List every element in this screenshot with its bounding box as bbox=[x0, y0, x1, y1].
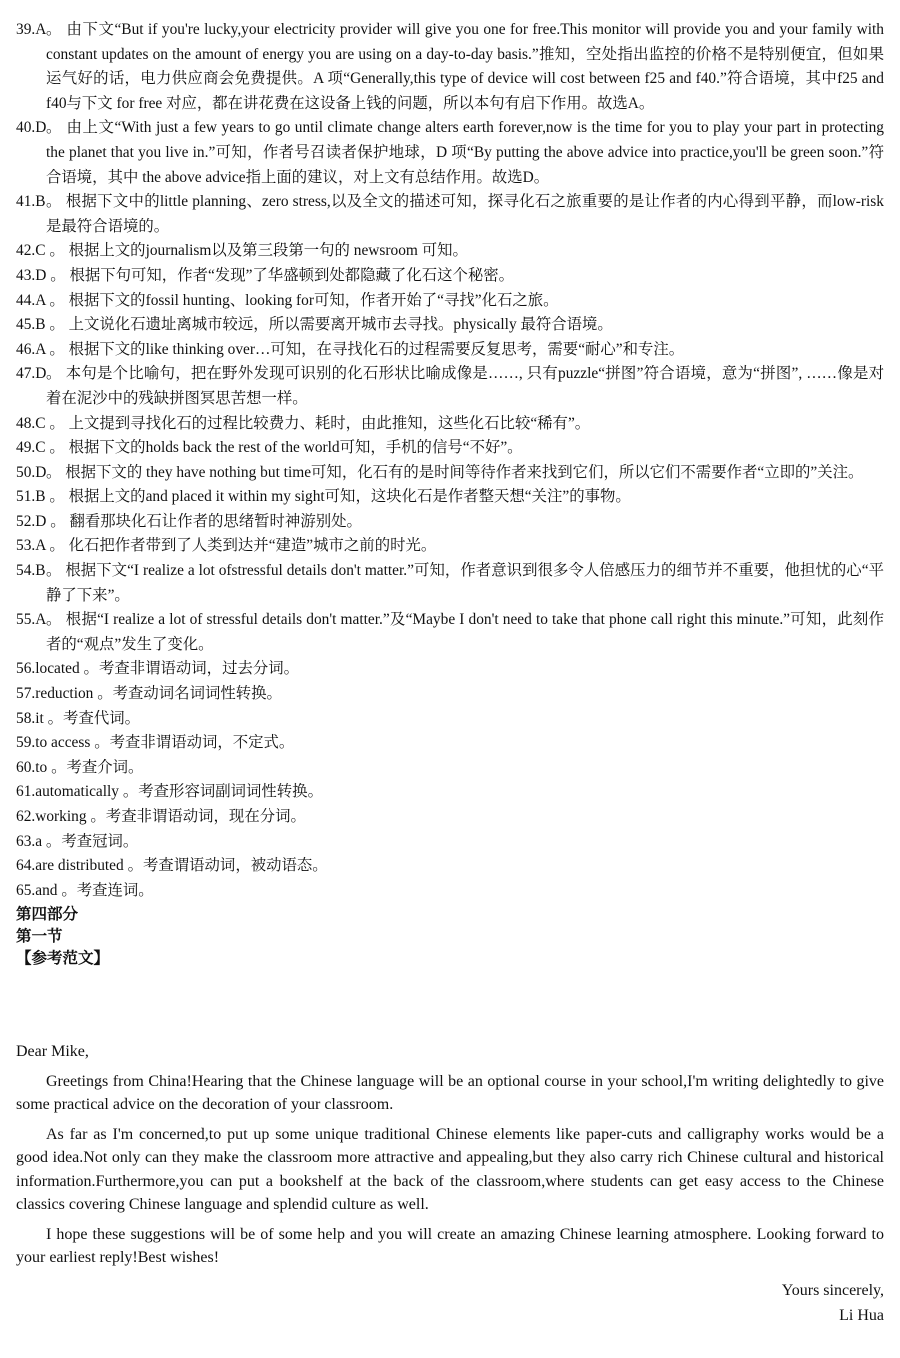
answer-item bbox=[16, 657, 884, 682]
answer-explanation: 考查代词。 bbox=[63, 709, 141, 727]
answer-number: 59.to access bbox=[16, 734, 91, 752]
answer-separator: 。 bbox=[42, 832, 62, 850]
answer-number: 48.C bbox=[16, 414, 46, 432]
answer-item bbox=[16, 830, 884, 855]
answer-separator: 。 bbox=[46, 365, 66, 383]
answer-item bbox=[16, 461, 884, 486]
answer-number: 46.A bbox=[16, 340, 46, 358]
answer-item bbox=[16, 608, 884, 657]
answer-explanation: 由下文“But if you're lucky,your electricity provider will give you one for free.This monitor will provide you and your family with constant updates on the amount of energy you are using on a day-to-day basis.”推知，空处指出监控的价格不是特别便宜，但如果运气好的话，电力供应商会免费提供。A 项“Generally,this type of device will cost between f25 and f40.”符合语境，其中f25 and f40与下文 for free 对应，都在讲花费在这设备上钱的问题，所以本句有启下作用。故选A。 bbox=[46, 21, 884, 112]
answer-number: 50.D bbox=[16, 463, 47, 481]
answer-explanation: 根据上文的journalism以及第三段第一句的 newsroom 可知。 bbox=[68, 242, 468, 260]
answer-number: 54.B bbox=[16, 562, 46, 580]
answer-number: 64.are distributed bbox=[16, 857, 124, 875]
answer-separator: 。 bbox=[46, 562, 66, 580]
answer-separator: 。 bbox=[45, 291, 69, 309]
answer-number: 53.A bbox=[16, 537, 46, 555]
answer-item bbox=[16, 510, 884, 535]
answer-explanation: 根据上文的and placed it within my sight可知，这块化石是作者整天想“关注”的事物。 bbox=[68, 488, 631, 506]
answer-number: 47.D bbox=[16, 365, 47, 383]
letter-salutation: Dear Mike, bbox=[16, 1043, 89, 1060]
letter-paragraph: Greetings from China!Hearing that the Chinese language will be an optional course in your school,I'm writing delightedly to give some practical advice on the decoration of your classroom. bbox=[16, 1072, 884, 1113]
answer-explanation: 化石把作者带到了人类到达并“建造”城市之前的时光。 bbox=[68, 537, 437, 555]
answer-separator: 。 bbox=[46, 119, 67, 137]
answer-number: 55.A bbox=[16, 611, 47, 629]
answer-separator: 。 bbox=[46, 611, 66, 629]
answer-separator: 。 bbox=[45, 537, 69, 555]
answer-explanation: 考查非谓语动词，现在分词。 bbox=[105, 808, 306, 825]
answer-separator: 。 bbox=[57, 881, 77, 899]
answer-explanation: 由上文“With just a few years to go until climate change alters earth forever,now is the time for you to play your part in protecting the planet that you live in.”可知，作者号召读者保护地球，D 项“By putting the above advice into practice,you'll be green soon.”符合语境，其中 the above advice指上面的建议，对上文有总结作用。故选D。 bbox=[46, 119, 884, 186]
answer-explanation: 考查介词。 bbox=[66, 758, 144, 776]
answer-explanation: 考查形容词副词词性转换。 bbox=[138, 783, 323, 801]
answer-number: 63.a bbox=[16, 832, 43, 850]
answer-item bbox=[16, 313, 884, 338]
answer-explanation: 根据“I realize a lot of stressful details don't matter.”及“Maybe I don't need to take that phone call right this minute.”可知，此刻作者的“观点”发生了变化。 bbox=[46, 611, 884, 653]
answer-item bbox=[16, 805, 884, 830]
answer-separator: 。 bbox=[45, 414, 69, 432]
answer-number: 45.B bbox=[16, 316, 46, 334]
answer-separator: 。 bbox=[46, 21, 67, 38]
answer-separator: 。 bbox=[46, 266, 70, 284]
letter-signature: Li Hua bbox=[839, 1306, 884, 1324]
answer-item bbox=[16, 879, 884, 904]
answer-explanation: 考查动词名词词性转换。 bbox=[112, 685, 282, 703]
answer-number: 44.A bbox=[16, 291, 46, 309]
answer-number: 39.A bbox=[16, 21, 47, 38]
answer-explanation: 根据下句可知，作者“发现”了华盛顿到处都隐藏了化石这个秘密。 bbox=[69, 266, 515, 284]
answer-item bbox=[16, 264, 884, 289]
answer-explanation: 翻看那块化石让作者的思绪暂时神游别处。 bbox=[69, 512, 362, 530]
answer-separator: 。 bbox=[46, 193, 66, 211]
answer-explanation: 考查冠词。 bbox=[61, 832, 139, 850]
answer-explanation: 考查非谓语动词，过去分词。 bbox=[98, 660, 300, 678]
answer-explanation: 考查谓语动词，被动语态。 bbox=[142, 857, 328, 875]
answer-item bbox=[16, 412, 884, 437]
answer-item bbox=[16, 190, 884, 239]
answer-number: 52.D bbox=[16, 512, 47, 530]
answer-item bbox=[16, 559, 884, 608]
answer-number: 60.to bbox=[16, 758, 48, 776]
answer-number: 61.automatically bbox=[16, 783, 120, 801]
answer-item bbox=[16, 289, 884, 314]
answer-item bbox=[16, 854, 884, 879]
answer-separator: 。 bbox=[47, 758, 67, 776]
answer-separator: 。 bbox=[45, 439, 69, 457]
answer-separator: 。 bbox=[46, 463, 66, 481]
sample-essay-label: 【参考范文】 bbox=[16, 949, 110, 968]
letter-paragraph: As far as I'm concerned,to put up some unique traditional Chinese elements like paper-cuts and calligraphy works would be a good idea.Not only can they make the classroom more attractive and appealing,but they also carry rich Chinese cultural and historical information.Furthermore,you can put a bookshelf at the back of the classroom,where students can get easy access to the Chinese classics covering Chinese language and splendid culture as well. bbox=[16, 1125, 884, 1213]
answer-item bbox=[16, 436, 884, 461]
answer-separator: 。 bbox=[90, 734, 110, 752]
answer-explanation: 考查连词。 bbox=[76, 881, 154, 899]
answer-explanation: 上文说化石遗址离城市较远，所以需要离开城市去寻找。physically 最符合语境。 bbox=[68, 316, 613, 334]
answer-explanation: 根据下文的holds back the rest of the world可知，手机的信号“不好”。 bbox=[68, 439, 523, 457]
answer-key bbox=[16, 18, 884, 969]
answer-separator: 。 bbox=[86, 808, 106, 825]
answer-separator: 。 bbox=[43, 709, 64, 727]
letter-closing: Yours sincerely, bbox=[781, 1281, 884, 1299]
answer-number: 49.C bbox=[16, 439, 46, 457]
part-heading: 第四部分 bbox=[16, 905, 79, 924]
answer-explanation: 根据下文中的little planning、zero stress,以及全文的描述可知，探寻化石之旅重要的是让作者的内心得到平静，而low-risk 是最符合语境的。 bbox=[46, 193, 884, 235]
answer-number: 40.D bbox=[16, 119, 47, 137]
subsection-heading: 第一节 bbox=[16, 927, 63, 946]
answer-item bbox=[16, 116, 884, 190]
answer-separator: 。 bbox=[123, 857, 143, 875]
answer-explanation: 根据下文“I realize a lot ofstressful details don't matter.”可知，作者意识到很多令人倍感压力的细节并不重要，他担忧的心“平静了下来”。 bbox=[46, 562, 884, 604]
answer-explanation: 上文提到寻找化石的过程比较费力、耗时，由此推知，这些化石比较“稀有”。 bbox=[68, 414, 591, 432]
answer-item bbox=[16, 707, 884, 732]
answer-explanation: 本句是个比喻句，把在野外发现可识别的化石形状比喻成像是……, 只有puzzle“拼图”符合语境，意为“拼图”, ……像是对着在泥沙中的残缺拼图冥思苦想一样。 bbox=[46, 365, 884, 407]
answer-item bbox=[16, 239, 884, 264]
answer-item bbox=[16, 780, 884, 805]
answer-item bbox=[16, 485, 884, 510]
answer-separator: 。 bbox=[93, 685, 113, 703]
letter-signoff bbox=[16, 1278, 884, 1328]
answer-number: 62.working bbox=[16, 808, 87, 825]
answer-item bbox=[16, 682, 884, 707]
answer-item bbox=[16, 18, 884, 116]
answer-separator: 。 bbox=[45, 242, 69, 260]
answer-item bbox=[16, 756, 884, 781]
answer-separator: 。 bbox=[45, 340, 69, 358]
answer-separator: 。 bbox=[79, 660, 99, 678]
answer-number: 51.B bbox=[16, 488, 46, 506]
answer-item bbox=[16, 338, 884, 363]
answer-item bbox=[16, 362, 884, 411]
answer-number: 56.located bbox=[16, 660, 80, 678]
answer-explanation: 考查非谓语动词，不定式。 bbox=[109, 734, 295, 752]
answer-number: 41.B bbox=[16, 193, 46, 211]
answer-number: 43.D bbox=[16, 266, 47, 284]
answer-number: 57.reduction bbox=[16, 685, 94, 703]
answer-explanation: 根据下文的like thinking over…可知，在寻找化石的过程需要反复思考，需要“耐心”和专注。 bbox=[68, 340, 685, 358]
answer-item bbox=[16, 534, 884, 559]
answer-separator: 。 bbox=[45, 488, 69, 506]
answer-number: 42.C bbox=[16, 242, 46, 260]
answer-item bbox=[16, 731, 884, 756]
answer-separator: 。 bbox=[46, 512, 70, 530]
answer-explanation: 根据下文的fossil hunting、looking for可知，作者开始了“寻找”化石之旅。 bbox=[68, 291, 559, 309]
answer-separator: 。 bbox=[45, 316, 69, 334]
answer-explanation: 根据下文的 they have nothing but time可知，化石有的是时间等待作者来找到它们，所以它们不需要作者“立即的”关注。 bbox=[65, 463, 864, 481]
answer-separator: 。 bbox=[119, 783, 139, 801]
sample-letter bbox=[16, 1040, 884, 1328]
answer-number: 65.and bbox=[16, 881, 58, 899]
letter-paragraph: I hope these suggestions will be of some help and you will create an amazing Chinese learning atmosphere. Looking forward to your earliest reply!Best wishes! bbox=[16, 1225, 884, 1266]
answer-number: 58.it bbox=[16, 709, 44, 727]
